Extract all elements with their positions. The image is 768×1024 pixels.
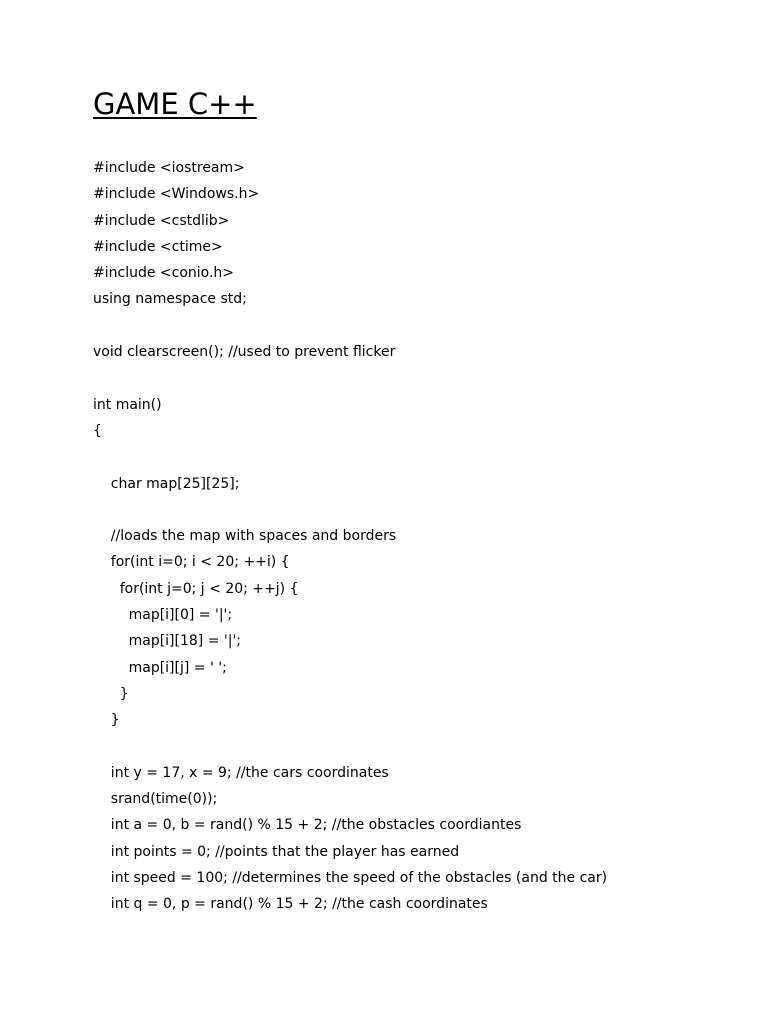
- code-line-blank: [93, 313, 733, 339]
- code-line: }: [93, 712, 120, 729]
- code-line: char map[25][25];: [93, 475, 240, 492]
- document-title: GAME C++: [93, 87, 257, 121]
- code-line: #include <ctime>: [93, 238, 223, 255]
- code-line: int y = 17, x = 9; //the cars coordinates: [93, 764, 389, 781]
- code-line: int a = 0, b = rand() % 15 + 2; //the obstacles coordiantes: [93, 817, 522, 834]
- code-line: int main(): [93, 396, 162, 413]
- code-line-blank: [93, 444, 733, 470]
- code-line-blank: [93, 497, 733, 523]
- code-block: [93, 155, 733, 918]
- code-line: int points = 0; //points that the player has earned: [93, 843, 460, 860]
- code-line: using namespace std;: [93, 291, 247, 308]
- code-line: }: [93, 685, 129, 702]
- code-line: #include <Windows.h>: [93, 186, 260, 203]
- code-line-blank: [93, 734, 733, 760]
- code-line: for(int j=0; j < 20; ++j) {: [93, 580, 299, 597]
- code-line: #include <conio.h>: [93, 265, 235, 282]
- code-line: srand(time(0));: [93, 791, 218, 808]
- code-line: #include <iostream>: [93, 160, 245, 176]
- code-line: {: [93, 422, 102, 439]
- code-line: map[i][j] = ' ';: [93, 659, 227, 676]
- code-line: int q = 0, p = rand() % 15 + 2; //the cash coordinates: [93, 896, 488, 913]
- code-line: void clearscreen(); //used to prevent flicker: [93, 344, 396, 361]
- code-line: for(int i=0; i < 20; ++i) {: [93, 554, 290, 571]
- code-line-blank: [93, 365, 733, 391]
- code-line: #include <cstdlib>: [93, 212, 230, 229]
- code-line: //loads the map with spaces and borders: [93, 528, 397, 545]
- code-line: map[i][0] = '|';: [93, 607, 233, 624]
- code-line: map[i][18] = '|';: [93, 633, 242, 650]
- code-line: int speed = 100; //determines the speed of the obstacles (and the car): [93, 870, 608, 887]
